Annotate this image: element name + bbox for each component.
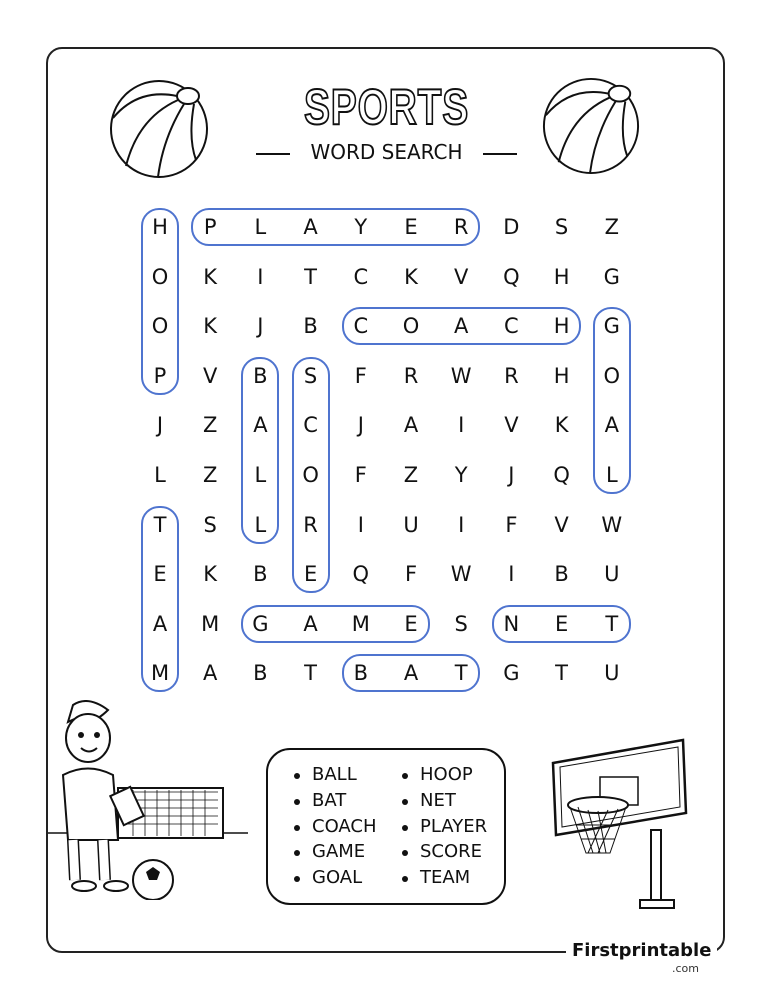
grid-letter[interactable]: G	[252, 611, 269, 636]
grid-letter[interactable]: B	[303, 314, 318, 339]
grid-letter[interactable]: W	[450, 562, 472, 587]
grid-letter[interactable]: E	[404, 215, 418, 239]
grid-letter[interactable]: K	[404, 264, 418, 289]
grid-letter[interactable]: A	[303, 611, 318, 636]
grid-letter[interactable]: I	[357, 512, 364, 537]
grid-letter[interactable]: C	[353, 314, 369, 339]
grid-letter[interactable]: W	[450, 363, 472, 388]
grid-letter[interactable]: Y	[354, 215, 368, 239]
grid-letter[interactable]: E	[303, 562, 318, 587]
grid-letter[interactable]: L	[254, 512, 267, 537]
grid-letter[interactable]: V	[203, 363, 218, 388]
grid-letter[interactable]: A	[403, 661, 419, 686]
grid-letter[interactable]: Q	[352, 562, 370, 587]
grid-letter[interactable]: T	[304, 264, 317, 289]
grid-letter[interactable]: C	[353, 264, 369, 289]
grid-letter[interactable]: O	[151, 314, 169, 339]
grid-letter[interactable]: L	[254, 215, 267, 239]
grid-letter[interactable]: A	[253, 413, 268, 438]
grid-letter[interactable]: G	[603, 264, 620, 289]
grid-letter[interactable]: S	[554, 215, 569, 239]
grid-letter[interactable]: R	[403, 363, 419, 388]
grid-letter[interactable]: A	[203, 661, 218, 686]
grid-letter[interactable]: K	[203, 562, 218, 587]
word-list-item: GOAL	[312, 867, 363, 889]
grid-letter[interactable]: A	[303, 215, 318, 239]
grid-letter[interactable]: H	[553, 264, 570, 289]
word-list-item: COACH	[312, 815, 377, 837]
grid-letter[interactable]: C	[303, 413, 318, 438]
grid-letter[interactable]: O	[603, 363, 621, 388]
basketball-hoop-illustration	[548, 735, 693, 915]
grid-letter[interactable]: P	[203, 215, 217, 239]
grid-letter[interactable]: V	[554, 512, 569, 537]
grid-letter[interactable]: S	[454, 611, 468, 636]
grid-letter[interactable]: M	[201, 611, 220, 636]
grid-letter[interactable]: T	[605, 611, 619, 636]
grid-letter[interactable]: O	[302, 463, 319, 487]
grid-letter[interactable]: V	[504, 413, 519, 438]
grid-letter[interactable]: F	[505, 512, 518, 537]
grid-letter[interactable]: J	[357, 413, 364, 438]
grid-letter[interactable]: T	[153, 512, 167, 537]
grid-letter[interactable]: R	[453, 215, 469, 239]
word-list-item: TEAM	[420, 867, 471, 889]
grid-letter[interactable]: I	[508, 562, 515, 587]
grid-letter[interactable]: Z	[604, 215, 619, 239]
grid-letter[interactable]: H	[553, 314, 570, 339]
grid-letter[interactable]: I	[257, 264, 264, 289]
grid-letter[interactable]: R	[303, 512, 318, 537]
grid-letter[interactable]: F	[354, 463, 367, 487]
grid-letter[interactable]: F	[404, 562, 418, 587]
grid-letter[interactable]: A	[152, 611, 168, 636]
grid-letter[interactable]: J	[156, 413, 164, 438]
grid-letter[interactable]: K	[203, 314, 218, 339]
grid-letter[interactable]: L	[254, 463, 267, 487]
grid-letter[interactable]: K	[203, 264, 218, 289]
grid-letter[interactable]: Z	[403, 463, 419, 487]
grid-letter[interactable]: D	[503, 215, 520, 239]
grid-letter[interactable]: E	[554, 611, 569, 636]
divider	[483, 153, 517, 155]
grid-letter[interactable]: J	[508, 463, 515, 487]
grid-letter[interactable]: B	[253, 363, 268, 388]
coach-illustration	[48, 700, 248, 900]
grid-letter[interactable]: J	[257, 314, 264, 339]
grid-letter[interactable]: I	[458, 512, 465, 537]
word-list-item: PLAYER	[420, 815, 488, 837]
grid-letter[interactable]: A	[403, 413, 419, 438]
brand-logo: Firstprintable	[566, 940, 717, 961]
grid-letter[interactable]: B	[253, 562, 268, 587]
grid-letter[interactable]: K	[554, 413, 569, 438]
grid-letter[interactable]: Q	[553, 463, 570, 487]
found-word-highlight-player	[191, 208, 480, 246]
grid-letter[interactable]: I	[458, 413, 465, 438]
word-list-item: BALL	[312, 764, 357, 785]
grid-letter[interactable]: C	[504, 314, 519, 339]
grid-letter[interactable]: S	[203, 512, 217, 537]
brand-suffix: .com	[672, 962, 699, 975]
grid-letter[interactable]: W	[601, 512, 623, 537]
grid-letter[interactable]: H	[152, 215, 168, 239]
grid-letter[interactable]: S	[303, 363, 318, 388]
word-list-item: BAT	[312, 789, 347, 811]
grid-letter[interactable]: P	[153, 363, 167, 388]
grid-letter[interactable]: T	[555, 661, 568, 686]
grid-letter[interactable]: T	[454, 661, 468, 686]
grid-letter[interactable]: O	[151, 264, 169, 289]
word-list-item: NET	[420, 789, 456, 811]
page-subtitle: WORD SEARCH	[310, 140, 463, 164]
grid-letter[interactable]: V	[454, 264, 469, 289]
grid-letter[interactable]: H	[553, 363, 570, 388]
grid-letter[interactable]: Y	[454, 463, 468, 487]
grid-letter[interactable]: B	[554, 562, 569, 587]
grid-letter[interactable]: A	[604, 413, 619, 438]
word-list-item: SCORE	[420, 841, 483, 863]
grid-letter[interactable]: O	[402, 314, 420, 339]
grid-letter[interactable]: L	[154, 463, 166, 487]
page-title: SPORTS	[303, 79, 470, 135]
grid-letter[interactable]: E	[153, 562, 167, 587]
grid-letter[interactable]: R	[504, 363, 519, 388]
grid-letter[interactable]: Z	[202, 413, 218, 438]
grid-letter[interactable]: Z	[202, 463, 218, 487]
grid-letter[interactable]: G	[503, 661, 520, 686]
grid-letter[interactable]: B	[353, 661, 368, 686]
word-list-item: GAME	[312, 841, 366, 863]
grid-letter[interactable]: U	[403, 512, 419, 537]
grid-letter[interactable]: E	[404, 611, 418, 636]
grid-letter[interactable]: B	[253, 661, 268, 686]
grid-letter[interactable]: M	[150, 661, 170, 686]
grid-letter[interactable]: T	[304, 661, 317, 686]
grid-letter[interactable]: A	[454, 314, 469, 339]
grid-letter[interactable]: U	[604, 661, 620, 686]
word-list-item: HOOP	[420, 764, 473, 785]
grid-letter[interactable]: L	[605, 463, 618, 487]
grid-letter[interactable]: N	[503, 611, 520, 636]
grid-letter[interactable]: U	[604, 562, 620, 587]
grid-letter[interactable]: M	[351, 611, 370, 636]
grid-letter[interactable]: G	[603, 314, 620, 339]
grid-letter[interactable]: Q	[503, 264, 520, 289]
grid-letter[interactable]: F	[354, 363, 367, 388]
